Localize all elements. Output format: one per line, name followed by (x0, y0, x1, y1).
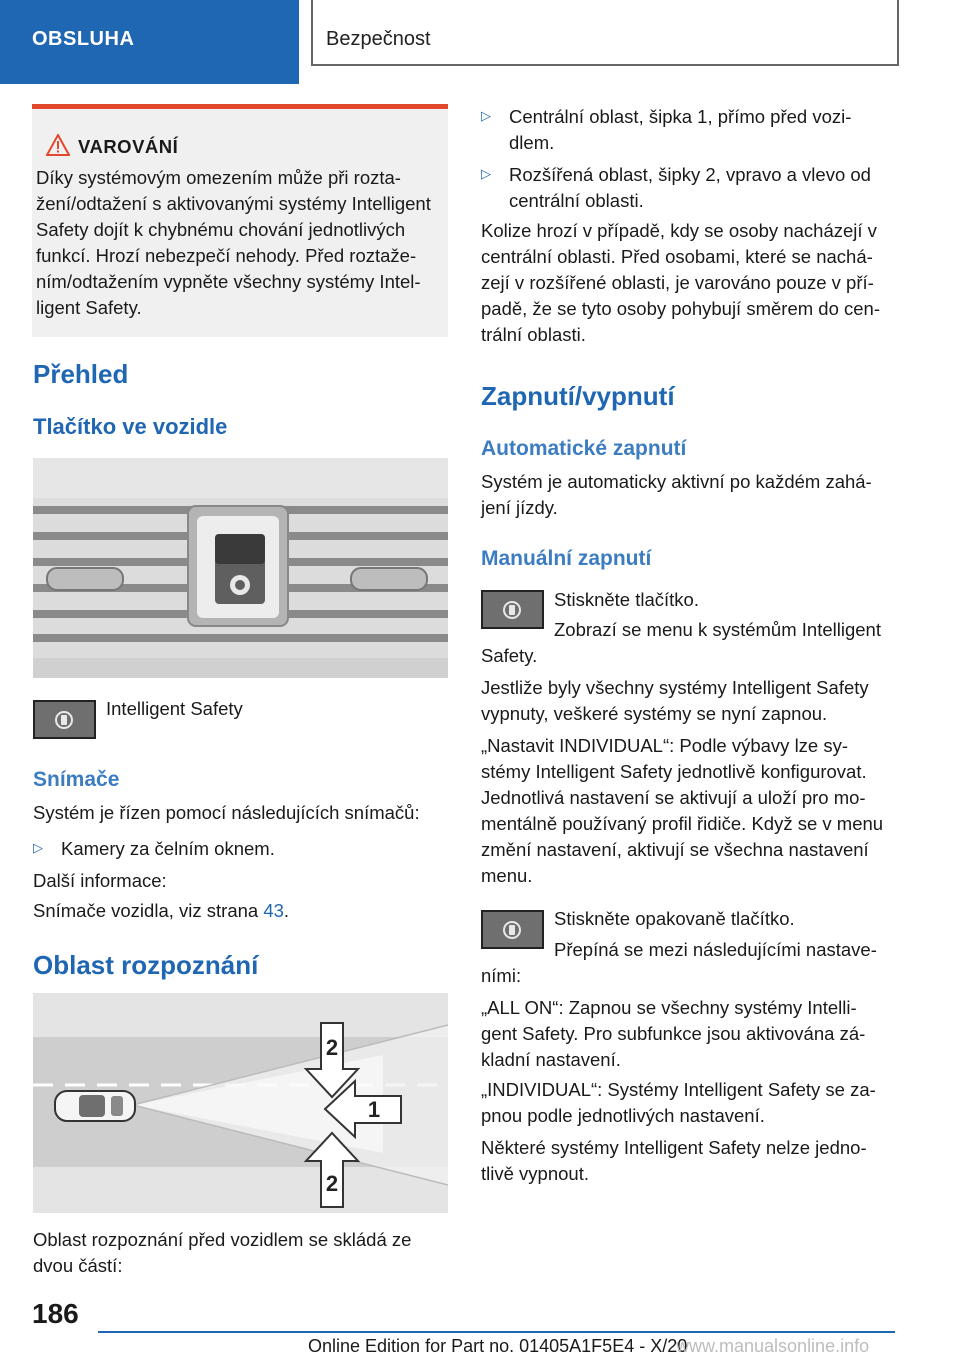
all-on-option (481, 995, 865, 1073)
text-line: vypnuty, veškeré systémy se nyní zapnou. (481, 703, 828, 724)
text-line: pnou podle jednotlivých nastavení. (481, 1105, 765, 1126)
bullet-text: Kamery za čelním oknem. (61, 838, 275, 859)
bullet-text: centrální oblasti. (509, 190, 644, 211)
text-line: tlivě vypnout. (481, 1163, 589, 1184)
bullet-text: Rozšířená oblast, šipky 2, vpravo a vlevo od (509, 164, 871, 185)
warning-triangle-icon (46, 134, 70, 156)
bullet-central (481, 104, 851, 156)
sensors-reference (33, 898, 289, 924)
heading-onoff: Zapnutí/vypnutí (481, 381, 675, 411)
switch-text-1: Přepíná se mezi následujícími nastave- (554, 939, 877, 960)
warning-text (36, 165, 446, 321)
intelligent-safety-button-icon (481, 590, 544, 629)
warning-line: Safety dojít k chybnému chování jednotlivých (36, 219, 406, 240)
arrow-label: 2 (325, 1035, 339, 1060)
detection-area-diagram (33, 993, 448, 1213)
bullet-text: dlem. (509, 132, 555, 153)
heading-auto: Automatické zapnutí (481, 437, 687, 460)
text-line: kladní nastavení. (481, 1049, 621, 1070)
text-line: padě, že se tyto osoby pohybují směrem do cen- (481, 298, 880, 319)
warning-line: ligent Safety. (36, 297, 142, 318)
ref-end: . (283, 900, 290, 921)
switch-text-2: ními: (481, 965, 522, 986)
car-icon (55, 1091, 135, 1121)
text-line: gent Safety. Pro subfunkce jsou aktivována zá- (481, 1023, 866, 1044)
menu-text-1: Zobrazí se menu k systémům Intelligent (554, 619, 881, 640)
text-line: Systém je automaticky aktivní po každém zahá- (481, 471, 872, 492)
text-line: menu. (481, 865, 533, 886)
footer-rule (98, 1331, 895, 1333)
intelligent-safety-button-icon (481, 910, 544, 949)
bullet-extended (481, 162, 871, 214)
individual-paragraph (481, 733, 883, 889)
more-info: Další informace: (33, 870, 167, 891)
icon-caption: Intelligent Safety (106, 698, 243, 719)
section-tab (0, 0, 299, 84)
ref-text: Snímače vozidla, viz strana (33, 900, 264, 921)
text-line: trální oblasti. (481, 324, 586, 345)
arrow-label: 1 (367, 1097, 381, 1122)
auto-paragraph (481, 469, 872, 521)
intelligent-safety-icon (502, 600, 522, 620)
warning-line: ním/odtažením vypněte všechny systémy Intel- (36, 271, 421, 292)
text-line: Jednotlivá nastavení se aktivují a uloží pro mo- (481, 787, 866, 808)
warning-line: funkcí. Hrozí nebezpečí nehody. Před roztaže- (36, 245, 417, 266)
caption-line: Oblast rozpoznání před vozidlem se skládá ze (33, 1229, 412, 1250)
warning-title: VAROVÁNÍ (78, 136, 179, 157)
watermark: www.manualsonline.info (676, 1336, 870, 1356)
bullet-text: Centrální oblast, šipka 1, přímo před vozi- (509, 106, 852, 127)
text-line: jení jízdy. (481, 497, 558, 518)
text-line: Některé systémy Intelligent Safety nelze jedno- (481, 1137, 867, 1158)
warning-box (32, 104, 448, 337)
vehicle-button-photo (33, 458, 448, 678)
caption-line: dvou částí: (33, 1255, 123, 1276)
text-line: zejí v rozšířené oblasti, je varováno pouze v pří- (481, 272, 874, 293)
page-link[interactable]: 43 (263, 900, 284, 921)
bullet-triangle-icon: ▷ (33, 840, 43, 855)
sensors-bullet (33, 836, 275, 862)
text-line: „ALL ON“: Zapnou se všechny systémy Intelli- (481, 997, 857, 1018)
warning-line: žení/odtažení s aktivovanými systémy Intelligent (36, 193, 431, 214)
bullet-triangle-icon: ▷ (481, 166, 491, 181)
heading-manual: Manuální zapnutí (481, 547, 652, 570)
page-number: 186 (32, 1298, 79, 1329)
button-panel-illustration (33, 458, 448, 678)
text-line: centrální oblasti. Před osobami, které se nachá- (481, 246, 873, 267)
detection-area-illustration (33, 993, 448, 1213)
text-line: Kolize hrozí v případě, kdy se osoby nacházejí v (481, 220, 877, 241)
heading-button: Tlačítko ve vozidle (33, 414, 228, 439)
sensors-text: Systém je řízen pomocí následujících snímačů: (33, 802, 420, 823)
text-line: mentálně používaný profil řidiče. Když se v menu (481, 813, 884, 834)
collision-paragraph (481, 218, 880, 348)
text-line: „INDIVIDUAL“: Systémy Intelligent Safety se za- (481, 1079, 876, 1100)
heading-prehled: Přehled (33, 359, 129, 389)
heading-sensors: Snímače (33, 768, 120, 791)
note-paragraph (481, 1135, 867, 1187)
intelligent-safety-icon (54, 710, 74, 730)
text-line: změní nastavení, aktivují se všechna nastavení (481, 839, 869, 860)
text-line: Jestliže byly všechny systémy Intelligent Safety (481, 677, 869, 698)
heading-area: Oblast rozpoznání (33, 950, 259, 980)
text-line: „Nastavit INDIVIDUAL“: Podle výbavy lze sy- (481, 735, 849, 756)
press-button-text: Stiskněte tlačítko. (554, 589, 699, 610)
individual-option (481, 1077, 876, 1129)
text-line: stémy Intelligent Safety jednotlivě konfigurovat. (481, 761, 867, 782)
intelligent-safety-button-icon (33, 700, 96, 739)
bullet-triangle-icon: ▷ (481, 108, 491, 123)
intelligent-safety-icon (502, 920, 522, 940)
arrow-label: 2 (325, 1171, 339, 1196)
section-title: OBSLUHA (32, 28, 135, 50)
all-on-paragraph (481, 675, 869, 727)
press-again-text: Stiskněte opakovaně tlačítko. (554, 908, 795, 929)
edition-text: Online Edition for Part no. 01405A1F5E4 - X/20 (308, 1336, 688, 1356)
menu-text-2: Safety. (481, 645, 538, 666)
area-caption (33, 1227, 411, 1279)
chapter-title: Bezpečnost (326, 28, 431, 50)
warning-line: Díky systémovým omezením může při rozta- (36, 167, 401, 188)
chapter-tab (311, 0, 899, 66)
